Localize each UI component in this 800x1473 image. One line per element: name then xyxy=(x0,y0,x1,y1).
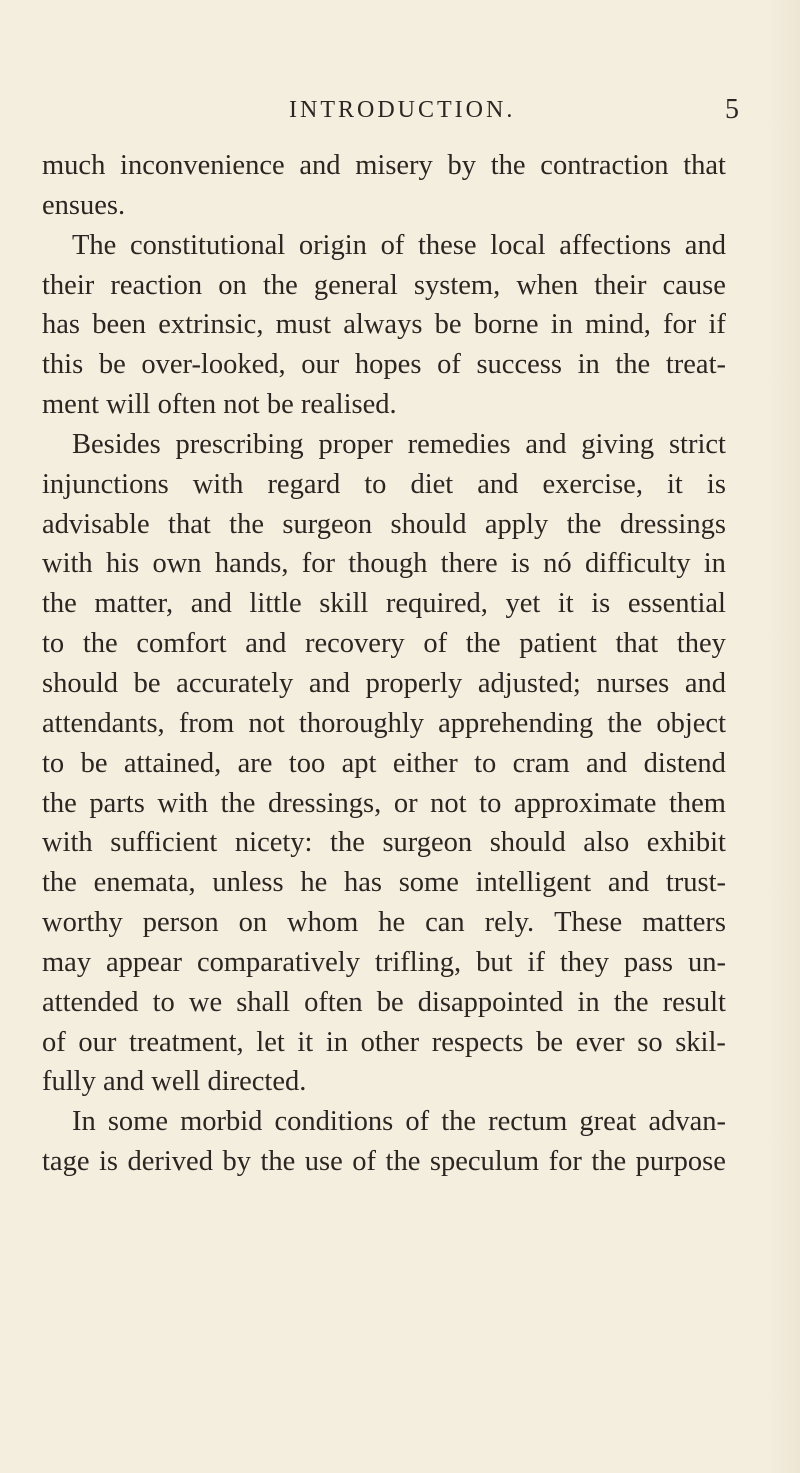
text-line: fully and well directed. xyxy=(42,1066,307,1098)
text-line: ensues. xyxy=(42,189,126,221)
text-line: injunctions with regard to diet and exercise, it is xyxy=(42,468,726,500)
text-line: should be accurately and properly adjusted; nurses and xyxy=(42,667,726,699)
text-line: Besides prescribing proper remedies and giving strict xyxy=(72,428,726,460)
text-line: this be over-looked, our hopes of success in the treat- xyxy=(42,349,726,381)
text-line: of our treatment, let it in other respects be ever so skil- xyxy=(42,1026,726,1058)
text-line: much inconvenience and misery by the contraction that xyxy=(42,150,726,181)
text-line: may appear comparatively trifling, but if they pass un- xyxy=(42,946,726,978)
text-line: The constitutional origin of these local affections and xyxy=(72,229,726,261)
text-line: the matter, and little skill required, yet it is essential xyxy=(42,588,726,620)
text-line: attended to we shall often be disappointed in the result xyxy=(42,986,726,1018)
text-line: with sufficient nicety: the surgeon should also exhibit xyxy=(42,827,726,859)
text-line: has been extrinsic, must always be borne in mind, for if xyxy=(42,309,726,341)
text-line: worthy person on whom he can rely. These matters xyxy=(42,907,726,939)
text-line: In some morbid conditions of the rectum great advan- xyxy=(72,1106,726,1138)
text-line: their reaction on the general system, when their cause xyxy=(42,269,726,301)
text-line: to be attained, are too apt either to cram and distend xyxy=(42,747,726,779)
text-line: the enemata, unless he has some intelligent and trust- xyxy=(42,867,726,899)
text-line: tage is derived by the use of the speculum for the purpose xyxy=(42,1146,726,1178)
text-line: with his own hands, for though there is nó difficulty in xyxy=(42,548,726,580)
text-line: ment will often not be realised. xyxy=(42,389,397,421)
text-line: the parts with the dressings, or not to approximate them xyxy=(42,787,726,819)
text-line: advisable that the surgeon should apply the dressings xyxy=(42,508,726,540)
text-line: attendants, from not thoroughly apprehending the object xyxy=(42,707,726,739)
page-number: 5 xyxy=(725,94,739,125)
running-title: INTRODUCTION. xyxy=(289,97,516,123)
body-text xyxy=(42,146,726,1182)
text-line: to the comfort and recovery of the patient that they xyxy=(42,628,726,660)
running-head xyxy=(0,94,800,137)
